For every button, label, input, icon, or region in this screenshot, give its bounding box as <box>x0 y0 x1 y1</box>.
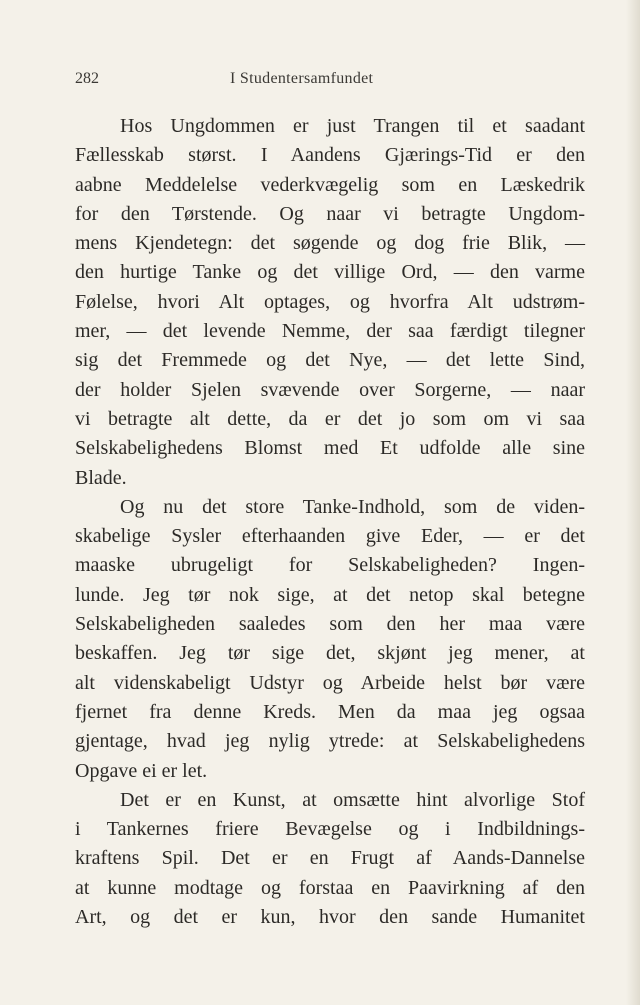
text-line: Selskabeligheden saaledes som den her maa være <box>75 613 585 636</box>
paragraph-1 <box>75 112 585 493</box>
text-line: skabelige Sysler efterhaanden give Eder, — er det <box>75 525 585 548</box>
text-line: beskaffen. Jeg tør sige det, skjønt jeg mener, at <box>75 642 585 665</box>
paragraph-3 <box>75 786 585 932</box>
text-line: Og nu det store Tanke-Indhold, som de viden- <box>120 495 585 518</box>
page-edge-shadow <box>626 0 640 1005</box>
text-line: maaske ubrugeligt for Selskabeligheden? Ingen- <box>75 554 585 577</box>
text-line: vi betragte alt dette, da er det jo som om vi saa <box>75 407 585 430</box>
text-line: mer, — det levende Nemme, der saa færdigt tilegner <box>75 320 585 343</box>
text-line: den hurtige Tanke og det villige Ord, — den varme <box>75 261 585 284</box>
text-line: alt videnskabeligt Udstyr og Arbeide helst bør være <box>75 671 585 694</box>
text-line: aabne Meddelelse vederkvægelig som en Læskedrik <box>75 173 585 196</box>
text-line: at kunne modtage og forstaa en Paavirkning af den <box>75 876 585 899</box>
text-line: fjernet fra denne Kreds. Men da maa jeg ogsaa <box>75 700 585 723</box>
page-header <box>75 70 585 94</box>
text-line: Hos Ungdommen er just Trangen til et saadant <box>120 115 585 137</box>
text-line: for den Tørstende. Og naar vi betragte Ungdom- <box>75 202 585 225</box>
text-line: Det er en Kunst, at omsætte hint alvorlige Stof <box>120 788 585 811</box>
paragraph-2 <box>75 493 585 786</box>
text-line: mens Kjendetegn: det søgende og dog frie Blik, — <box>75 232 585 255</box>
text-line: Følelse, hvori Alt optages, og hvorfra Alt udstrøm- <box>75 290 585 313</box>
text-line: kraftens Spil. Det er en Frugt af Aands-Dannelse <box>75 847 585 870</box>
text-line: Blade. <box>75 466 127 489</box>
text-line: i Tankernes friere Bevægelse og i Indbildnings- <box>75 818 585 841</box>
text-line: gjentage, hvad jeg nylig ytrede: at Selskabelighedens <box>75 730 585 753</box>
text-line: Selskabelighedens Blomst med Et udfolde alle sine <box>75 437 585 460</box>
page-number: 282 <box>75 70 99 87</box>
text-line: Art, og det er kun, hvor den sande Humanitet <box>75 906 585 929</box>
text-line: Fællesskab størst. I Aandens Gjærings-Tid er den <box>75 144 585 167</box>
text-line: der holder Sjelen svævende over Sorgerne, — naar <box>75 378 585 401</box>
text-line: lunde. Jeg tør nok sige, at det netop skal betegne <box>75 583 585 606</box>
body-text <box>75 112 585 932</box>
running-head: I Studentersamfundet <box>230 70 374 87</box>
text-line: sig det Fremmede og det Nye, — det lette Sind, <box>75 349 585 372</box>
text-line: Opgave ei er let. <box>75 759 208 782</box>
